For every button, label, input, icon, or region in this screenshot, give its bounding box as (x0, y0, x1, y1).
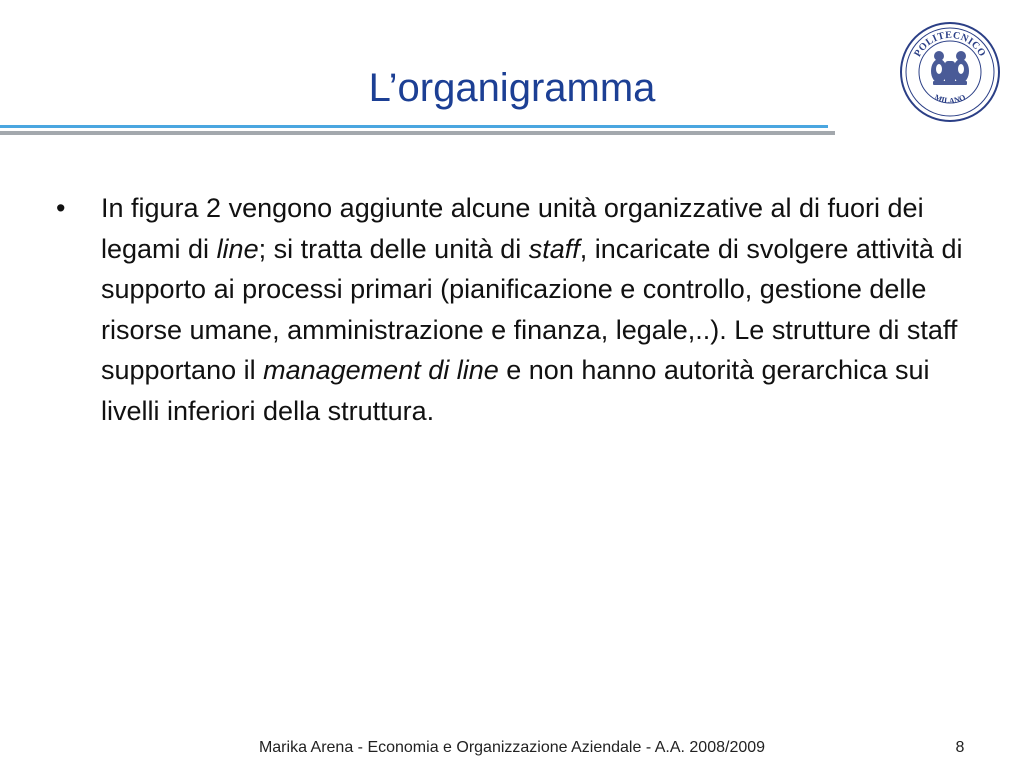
bullet-emphasis-staff: staff (528, 233, 580, 264)
politecnico-seal-icon (899, 21, 1001, 123)
bullet-emphasis-line: line (216, 233, 259, 264)
bullet-text-part-3: , incaricate di svolgere attività di supporto ai processi primari (pianificazione e controllo, gestione delle risorse umane, amministrazione e finanza, legale,..). Le strutture di staff supportano il (101, 233, 963, 385)
bullet-item (56, 188, 976, 431)
bullet-text-part-4: e non hanno autorità gerarchica sui livelli inferiori della struttura. (101, 355, 930, 426)
page-number: 8 (955, 739, 965, 756)
bullet-text-part-1: In figura 2 vengono aggiunte alcune unità organizzative al di fuori dei legami di (101, 193, 924, 264)
bullet-emphasis-management: management di line (263, 355, 499, 385)
footer-text: Marika Arena - Economia e Organizzazione Aziendale - A.A. 2008/2009 (258, 739, 766, 756)
slide-title: L’organigramma (368, 66, 656, 110)
slide-body (56, 188, 976, 431)
title-underline-blue (0, 125, 828, 128)
bullet-text-part-2: ; si tratta delle unità di (258, 233, 529, 264)
bullet-marker: • (56, 193, 66, 223)
title-underline-gray (0, 131, 835, 135)
seal-bottom-text: MILANO (932, 92, 968, 106)
seal-top-text: POLITECNICO (912, 29, 988, 59)
